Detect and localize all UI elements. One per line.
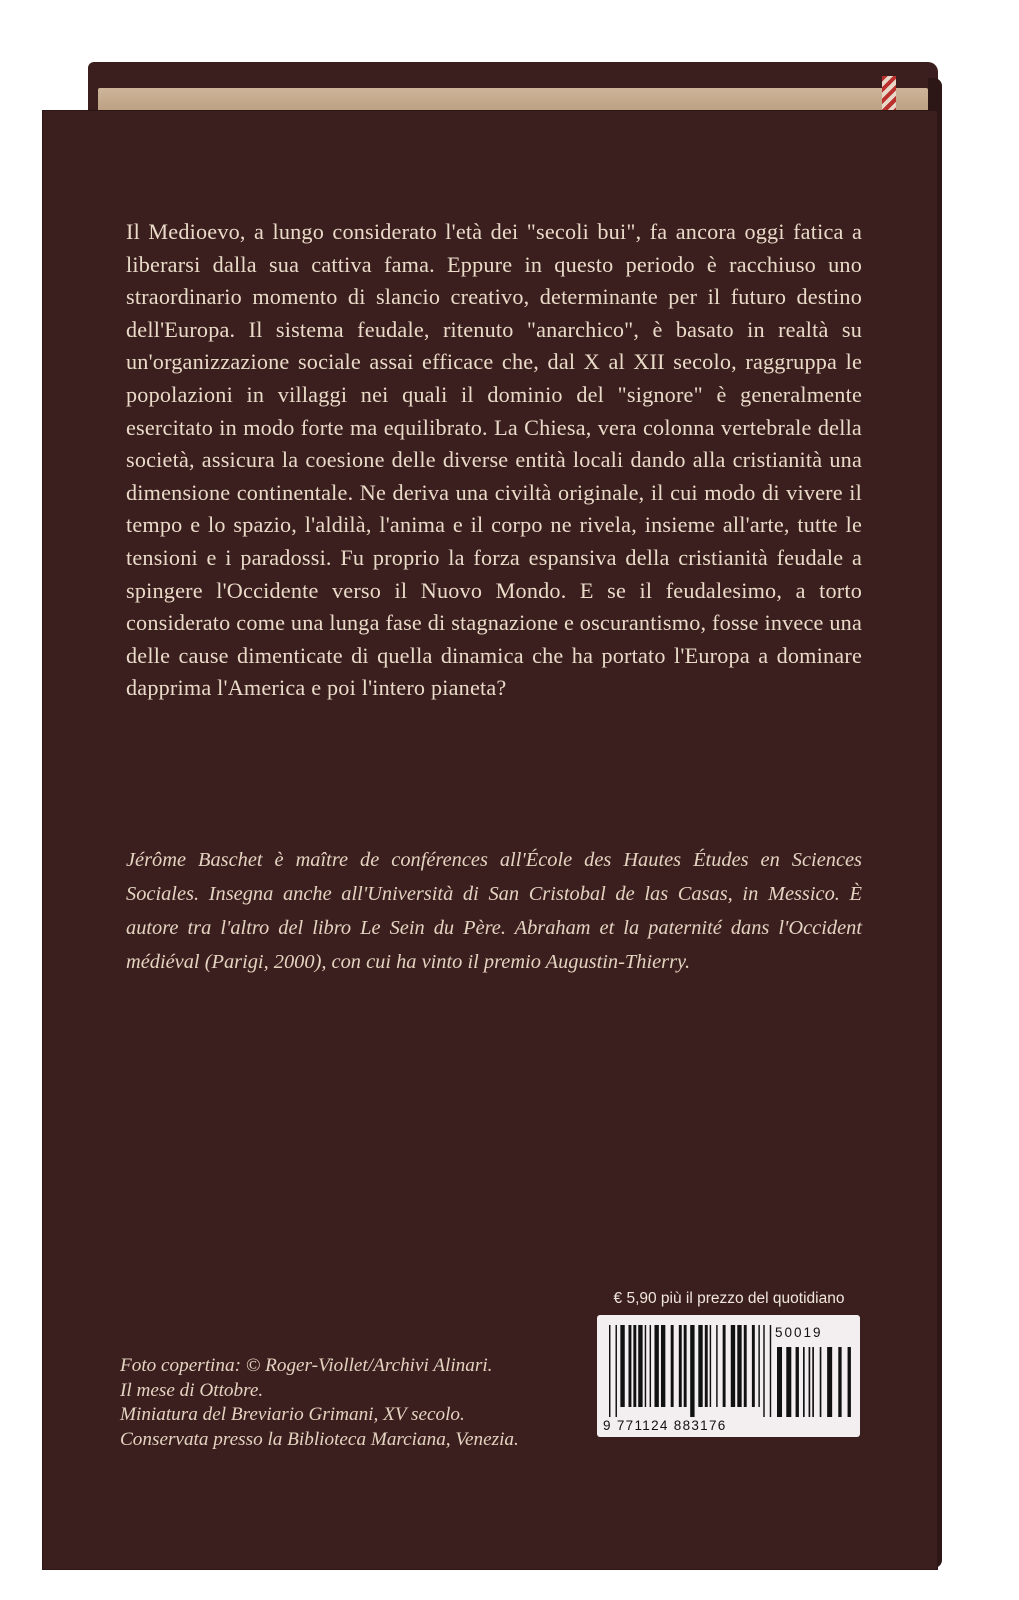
barcode-bar (654, 1325, 658, 1407)
barcode-bar (609, 1325, 610, 1417)
barcode-bar (616, 1325, 617, 1417)
barcode-bar (723, 1325, 726, 1407)
barcode-bar (698, 1325, 702, 1407)
barcode-bar (620, 1325, 624, 1407)
barcode-bar (633, 1325, 636, 1407)
barcode-bar (796, 1347, 799, 1417)
barcode-bar (803, 1347, 805, 1417)
credit-line: Il mese di Ottobre. (120, 1379, 264, 1401)
barcode-addon-number: 50019 (775, 1325, 823, 1340)
barcode-bar (684, 1325, 687, 1407)
barcode-bar (638, 1325, 642, 1407)
barcode-bar (731, 1325, 735, 1407)
barcode (597, 1315, 860, 1437)
barcode-bar (716, 1325, 717, 1407)
barcode-bar (758, 1325, 759, 1407)
barcode-addon-bars (777, 1347, 855, 1427)
barcode-bars (609, 1325, 773, 1417)
barcode-number: 9 771124 883176 (603, 1418, 727, 1433)
cover-credits (120, 1354, 590, 1452)
barcode-bar (777, 1347, 782, 1417)
credit-line: Foto copertina: © Roger-Viollet/Archivi Alinari. (120, 1355, 493, 1376)
barcode-bar (848, 1347, 851, 1417)
barcode-bar (770, 1325, 771, 1417)
barcode-bar (661, 1325, 665, 1407)
credit-line: Conservata presso la Biblioteca Marciana, Venezia. (120, 1428, 519, 1450)
barcode-bar (690, 1325, 694, 1417)
barcode-bar (645, 1325, 646, 1407)
barcode-bar (628, 1325, 631, 1407)
barcode-bar (650, 1325, 651, 1407)
barcode-bar (820, 1347, 822, 1417)
barcode-bar (786, 1347, 791, 1417)
barcode-bar (809, 1347, 811, 1417)
barcode-bar (744, 1325, 747, 1407)
barcode-bar (838, 1347, 841, 1417)
credit-line: Miniatura del Breviario Grimani, XV secolo. (120, 1404, 465, 1425)
barcode-bar (763, 1325, 764, 1417)
barcode-bar (705, 1325, 708, 1407)
barcode-bar (679, 1325, 682, 1407)
barcode-bar (827, 1347, 832, 1417)
price-label: € 5,90 più il prezzo del quotidiano (613, 1290, 845, 1307)
barcode-bar (737, 1325, 741, 1407)
author-bio: Jérôme Baschet è maître de conférences all'École des Hautes Études en Sciences Sociales. Insegna anche all'Università di San Cristobal de las Casas, in Messico. È autore tra l'altro del libro Le Sein du Père. Abraham et la paternité dans l'Occident médiéval (Parigi, 2000), con cui ha vinto il premio Augustin-Thierry. (126, 849, 862, 973)
barcode-bar (671, 1325, 674, 1407)
barcode-bar (752, 1325, 755, 1407)
barcode-bar (812, 1347, 814, 1417)
blurb-text: Il Medioevo, a lungo considerato l'età dei "secoli bui", fa ancora oggi fatica a liberarsi dalla sua cattiva fama. Eppure in questo periodo è racchiuso uno straordinario momento di slancio creativo, determinante per il futuro destino dell'Europa. Il sistema feudale, ritenuto "anarchico", è basato in realtà su un'organizzazione sociale assai efficace che, dal X al XII secolo, raggruppa le popolazioni in villaggi nei quali il dominio del "signore" è generalmente esercitato in modo forte ma equilibrato. La Chiesa, vera colonna vertebrale della società, assicura la coesione delle diverse entità locali dando alla cristianità una dimensione continentale. Ne deriva una civiltà originale, il cui modo di vivere il tempo e lo spazio, l'aldilà, l'anima e il corpo ne rivela, insieme all'arte, tutte le tensioni e i paradossi. Fu proprio la forza espansiva della cristianità feudale a spingere l'Occidente verso il Nuovo Mondo. E se il feudalesimo, a torto considerato come una lunga fase di stagnazione e oscurantismo, fosse invece una delle cause dimenticate di quella dinamica che ha portato l'Europa a dominare dapprima l'America e poi l'intero pianeta? (126, 219, 862, 701)
barcode-bar (710, 1325, 711, 1407)
